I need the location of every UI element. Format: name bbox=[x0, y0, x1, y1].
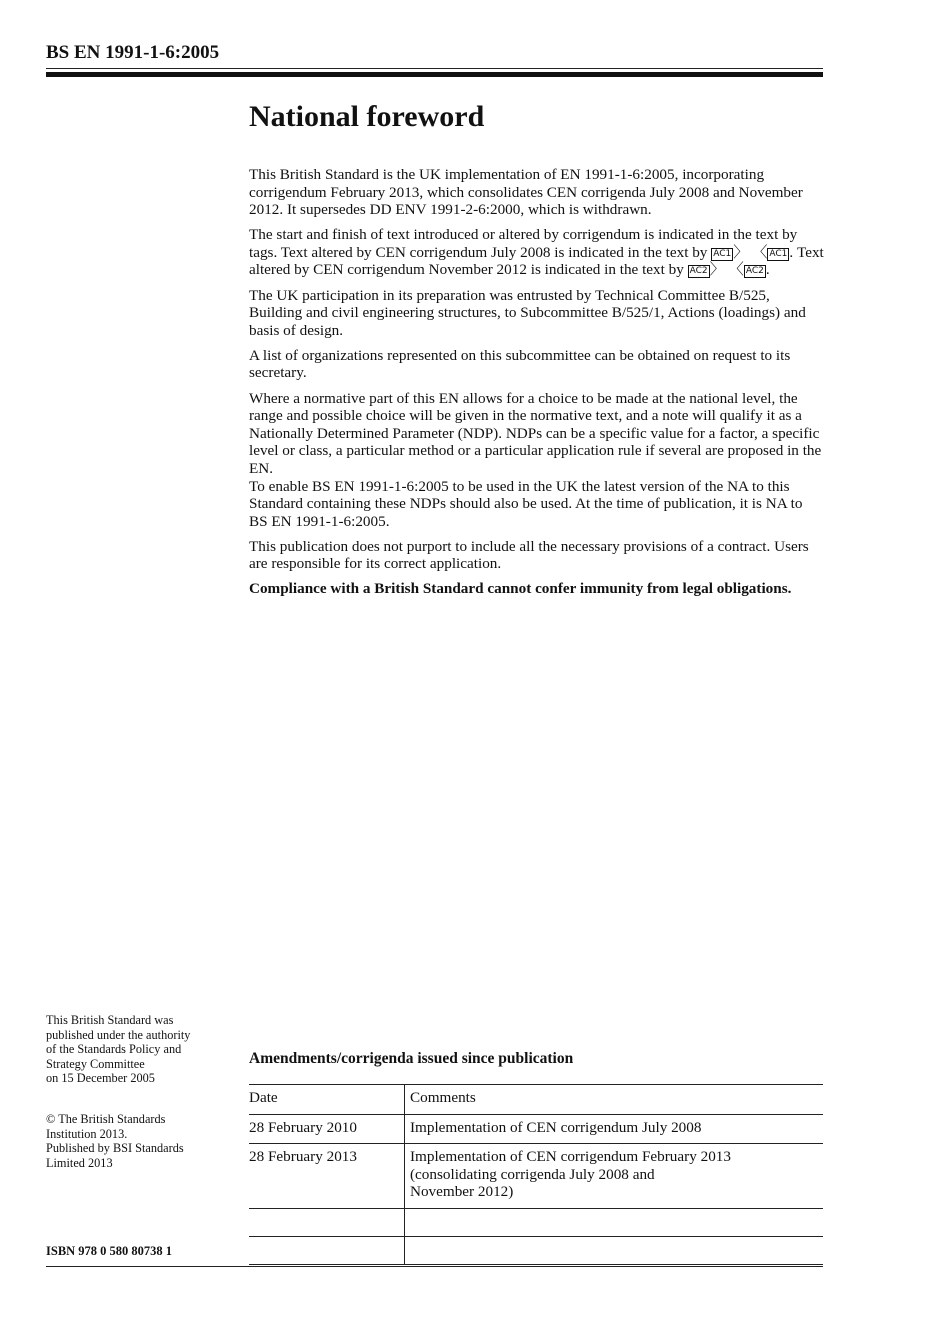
empty-cell bbox=[405, 1208, 824, 1236]
footer-rule bbox=[46, 1266, 823, 1267]
table-header-row bbox=[249, 1085, 823, 1115]
ndp-text: Where a normative part of this EN allows for a choice to be made at the national level, the range and possible choice will be given in the normative text, and a note will qualify it as a Nationally Determined Parameter (NDP). NDPs can be a specific value for a factor, a specific level or class, a particular method or a particular application rule if several are proposed in the EN. bbox=[249, 389, 822, 477]
table-row bbox=[249, 1144, 823, 1209]
amendments-table bbox=[249, 1084, 823, 1265]
table-row-empty bbox=[249, 1208, 823, 1236]
comment-line: (consolidating corrigenda July 2008 and bbox=[410, 1165, 655, 1183]
ac1-close-tag: AC1 bbox=[769, 248, 788, 259]
copyright-line: Published by BSI Standards bbox=[46, 1141, 184, 1156]
comment-line: November 2012) bbox=[410, 1183, 514, 1201]
copyright-line: Limited 2013 bbox=[46, 1155, 113, 1170]
ac2-open-tag: AC2 bbox=[689, 266, 708, 277]
paragraph-compliance: Compliance with a British Standard cannot confer immunity from legal obligations. bbox=[249, 580, 792, 598]
copyright-line: © The British Standards bbox=[46, 1112, 166, 1126]
page-title: National foreword bbox=[249, 100, 485, 133]
publication-line: This British Standard was bbox=[46, 1013, 174, 1027]
amendment-date: 28 February 2010 bbox=[249, 1114, 405, 1144]
paragraph-organizations: A list of organizations represented on this subcommittee can be obtained on request to its secretary. bbox=[249, 346, 791, 382]
isbn: ISBN 978 0 580 80738 1 bbox=[46, 1244, 173, 1258]
amendment-date: 28 February 2013 bbox=[249, 1144, 405, 1209]
comment-line: Implementation of CEN corrigendum February 2013 bbox=[410, 1148, 731, 1166]
tags-text-b: . Text altered by CEN corrigendum November 2012 is indicated in the text by bbox=[249, 243, 824, 279]
tags-text-a: The start and finish of text introduced or altered by corrigendum is indicated in the text by tags. Text altered by CEN corrigendum July 2008 is indicated in the text by bbox=[249, 226, 798, 261]
tags-text-c: . bbox=[765, 261, 770, 279]
publication-line: on 15 December 2005 bbox=[46, 1071, 155, 1086]
date-column-header: Date bbox=[249, 1085, 405, 1115]
publication-line: of the Standards Policy and bbox=[46, 1042, 182, 1057]
na-text: To enable BS EN 1991-1-6:2005 to be used in the UK the latest version of the NA to this Standard containing these NDPs should also be used. At the time of publication, it is NA to BS EN 1991-1-6:2005. bbox=[249, 477, 803, 530]
comment-line: Implementation of CEN corrigendum July 2008 bbox=[410, 1118, 702, 1136]
amendment-comment bbox=[405, 1114, 824, 1144]
copyright-line: Institution 2013. bbox=[46, 1126, 128, 1141]
ac1-open-tag: AC1 bbox=[713, 248, 732, 259]
comments-column-header: Comments bbox=[405, 1085, 824, 1115]
header-rule-thin bbox=[46, 68, 823, 69]
copyright-note bbox=[46, 1112, 231, 1170]
amendments-title: Amendments/corrigenda issued since publication bbox=[249, 1050, 574, 1067]
paragraph-tags: The start and finish of text introduced or altered by corrigendum is indicated in the text by tags. Text altered by CEN corrigendum July 2008 is indicated in the text by AC1 〉 〈 AC1 . Text altered by CEN corrigendum November 2012 is indicated in the text by AC2 〉 〈 AC2 . bbox=[249, 226, 824, 279]
paragraph-ndp bbox=[249, 390, 824, 531]
publication-line: published under the authority bbox=[46, 1027, 191, 1042]
foreword-body bbox=[249, 166, 824, 606]
publication-line: Strategy Committee bbox=[46, 1056, 145, 1071]
publication-note bbox=[46, 1013, 231, 1086]
amendment-comment bbox=[405, 1144, 824, 1209]
table-row bbox=[249, 1114, 823, 1144]
empty-cell bbox=[249, 1236, 405, 1264]
header-rule-thick bbox=[46, 72, 823, 77]
document-id: BS EN 1991-1-6:2005 bbox=[46, 42, 220, 63]
paragraph-implementation: This British Standard is the UK implementation of EN 1991-1-6:2005, incorporating corrigendum February 2013, which consolidates CEN corrigenda July 2008 and November 2012. It supersedes DD ENV 1991-2-6:2000, which is withdrawn. bbox=[249, 166, 803, 219]
paragraph-provisions: This publication does not purport to include all the necessary provisions of a contract. Users are responsible for its correct application. bbox=[249, 537, 809, 573]
empty-cell bbox=[405, 1236, 824, 1264]
empty-cell bbox=[249, 1208, 405, 1236]
table-row-empty bbox=[249, 1236, 823, 1264]
ac2-close-tag: AC2 bbox=[745, 266, 764, 277]
paragraph-participation: The UK participation in its preparation was entrusted by Technical Committee B/525, Building and civil engineering structures, to Subcommittee B/525/1, Actions (loadings) and basis of design. bbox=[249, 286, 806, 339]
